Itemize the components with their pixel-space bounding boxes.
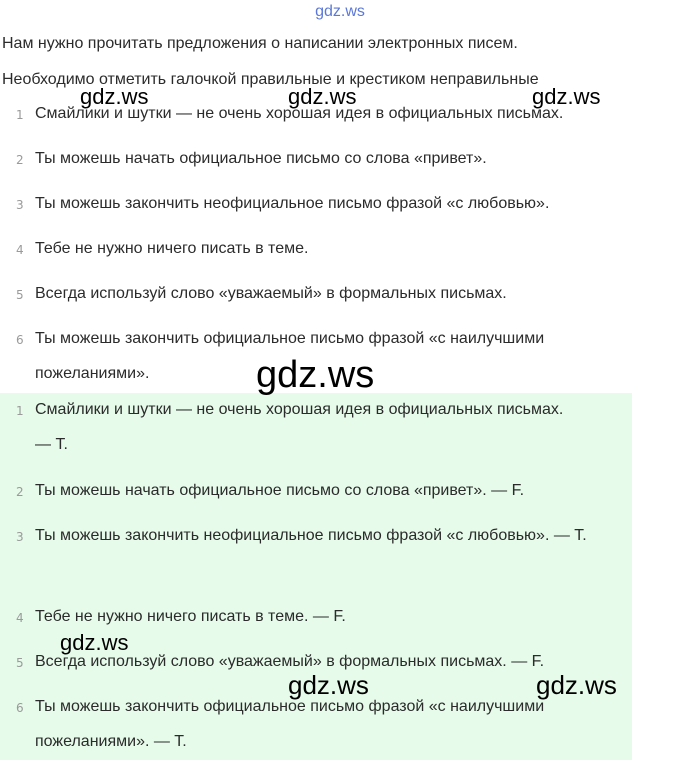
watermark: gdz.ws bbox=[60, 630, 129, 655]
answer-text: Смайлики и шутки — не очень хорошая идея в официальных письмах. — T. bbox=[35, 401, 564, 453]
answer-text: Ты можешь закончить официальное письмо фразой «с наилучшими пожеланиями». — T. bbox=[35, 698, 545, 750]
question-text: Ты можешь начать официальное письмо со слова «привет». bbox=[35, 150, 487, 167]
question-text: Всегда используй слово «уважаемый» в формальных письмах. bbox=[35, 285, 507, 302]
answer-number: 5 bbox=[16, 656, 24, 670]
watermark: gdz.ws bbox=[532, 84, 601, 109]
question-text: Ты можешь закончить официальное письмо фразой «с наилучшими пожеланиями». bbox=[35, 330, 545, 382]
question-text: Ты можешь закончить неофициальное письмо фразой «с любовью». bbox=[35, 195, 550, 212]
answer-number: 1 bbox=[16, 404, 24, 418]
answer-text: Всегда используй слово «уважаемый» в формальных письмах. — F. bbox=[35, 653, 545, 670]
watermark: gdz.ws bbox=[288, 84, 357, 109]
answer-text: Ты можешь закончить неофициальное письмо фразой «с любовью». — T. bbox=[35, 527, 587, 544]
watermark: gdz.ws bbox=[80, 84, 149, 109]
answer-number: 6 bbox=[16, 701, 24, 715]
question-number: 4 bbox=[16, 243, 24, 257]
answer-number: 3 bbox=[16, 530, 24, 544]
question-number: 2 bbox=[16, 153, 24, 167]
question-number: 6 bbox=[16, 333, 24, 347]
question-number: 1 bbox=[16, 108, 24, 122]
site-logo[interactable]: gdz.ws bbox=[315, 3, 365, 20]
answer-text: Ты можешь начать официальное письмо со слова «привет». — F. bbox=[35, 482, 525, 499]
answer-text: Тебе не нужно ничего писать в теме. — F. bbox=[35, 608, 346, 625]
watermark: gdz.ws bbox=[256, 354, 375, 396]
question-text: Смайлики и шутки — не очень хорошая идея в официальных письмах. bbox=[35, 105, 564, 122]
question-number: 5 bbox=[16, 288, 24, 302]
answer-number: 2 bbox=[16, 485, 24, 499]
answer-number: 4 bbox=[16, 611, 24, 625]
question-number: 3 bbox=[16, 198, 24, 212]
question-text: Тебе не нужно ничего писать в теме. bbox=[35, 240, 309, 257]
watermark: gdz.ws bbox=[536, 670, 617, 700]
intro-line-1: Нам нужно прочитать предложения о написании электронных писем. bbox=[2, 35, 518, 52]
intro-line-2: Необходимо отметить галочкой правильные и крестиком неправильные bbox=[2, 71, 539, 88]
watermark: gdz.ws bbox=[288, 670, 369, 700]
